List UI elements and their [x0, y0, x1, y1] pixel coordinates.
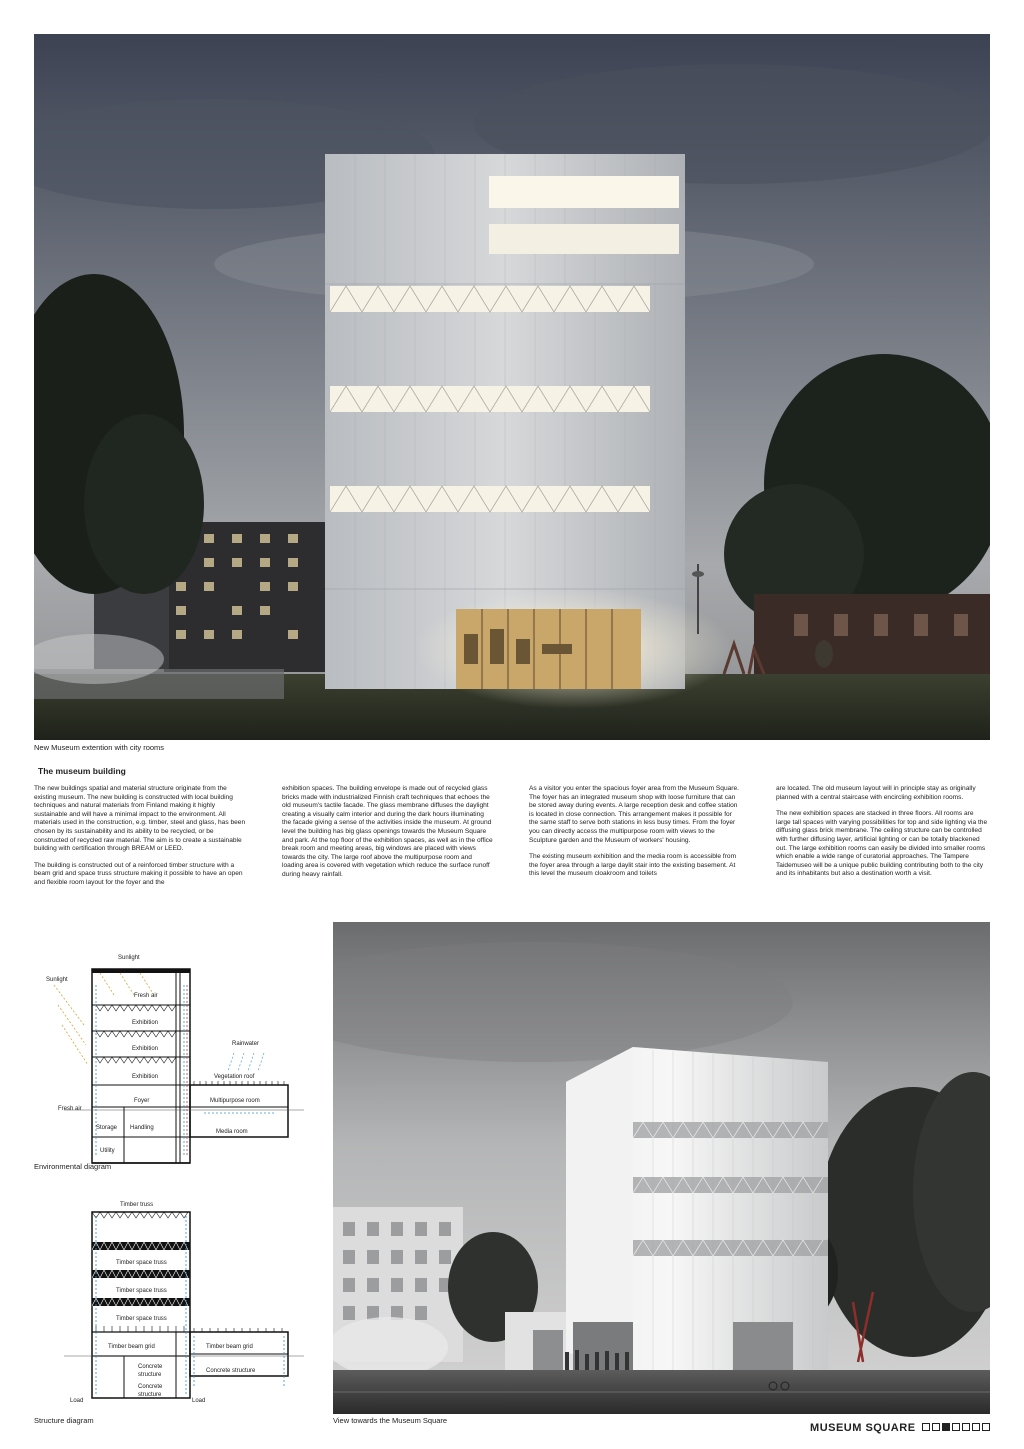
page-marker — [982, 1423, 990, 1431]
label-fresh-air-side: Fresh air — [58, 1106, 82, 1112]
page-marker — [952, 1423, 960, 1431]
structure-diagram-drawing — [34, 1196, 304, 1406]
label-space-truss-1: Timber space truss — [116, 1260, 167, 1266]
label-rainwater: Rainwater — [232, 1041, 260, 1047]
label-foyer: Foyer — [134, 1098, 150, 1104]
text-column-2 — [282, 785, 494, 888]
square-render-image — [333, 922, 990, 1414]
article-paragraph: The building is constructed out of a reinforced timber structure with a beam grid and space truss structure making it possible to have an open and flexible room layout for the foyer and the — [34, 861, 243, 886]
label-concrete-1b: structure — [138, 1372, 162, 1378]
label-load-2: Load — [192, 1398, 206, 1404]
hero-render — [34, 34, 990, 740]
article-paragraph: are located. The old museum layout will in principle stay as originally planned with a central staircase with encircling exhibition rooms. — [776, 785, 976, 801]
page-marker — [932, 1423, 940, 1431]
label-media-room: Media room — [216, 1129, 248, 1135]
label-load-1: Load — [70, 1398, 84, 1404]
label-handling: Handling — [130, 1125, 154, 1131]
article-paragraph: The new buildings spatial and material structure originate from the existing museum. The new building is constructed with local building techniques and natural materials from Finland making it highly sustainable and will have a minimal impact to the environment. All materials used in the construction, e.g. timber, steel and glass, has been chosen by its sustainability and its ability to be recycled, or be constructed of recycled raw material. The aim is to create a sustainable building with certification through BREAM or LEED. — [34, 785, 246, 853]
label-vegetation-roof: Vegetation roof — [214, 1074, 255, 1080]
label-sunlight-top: Sunlight — [118, 955, 140, 961]
hero-render-image — [34, 34, 990, 740]
label-multipurpose: Multipurpose room — [210, 1098, 260, 1104]
label-concrete-1: Concrete — [138, 1364, 163, 1370]
environmental-diagram-caption: Environmental diagram — [34, 1162, 112, 1171]
article-paragraph: The existing museum exhibition and the media room is accessible from the foyer area through a large daylit stair into the existing basement. At this level the museum cloakroom and toilets — [529, 853, 737, 878]
label-concrete-2b: structure — [138, 1392, 162, 1398]
text-column-1 — [34, 785, 246, 896]
page-marker — [962, 1423, 970, 1431]
label-utility: Utility — [100, 1148, 115, 1154]
label-beam-grid-2: Timber beam grid — [206, 1344, 253, 1350]
structure-diagram-caption: Structure diagram — [34, 1416, 94, 1425]
text-column-4 — [776, 785, 988, 887]
label-fresh-air-top: Fresh air — [134, 993, 158, 999]
page-marker — [922, 1423, 930, 1431]
label-exhibition-1: Exhibition — [132, 1020, 159, 1026]
environmental-diagram — [34, 945, 304, 1165]
square-render-caption: View towards the Museum Square — [333, 1416, 448, 1425]
footer — [810, 1418, 990, 1436]
project-title: MUSEUM SQUARE — [810, 1422, 916, 1434]
label-beam-grid-1: Timber beam grid — [108, 1344, 155, 1350]
article-paragraph: exhibition spaces. The building envelope is made out of recycled glass bricks made with industrialized Finnish craft techniques that echoes the old museum's tactile facade. The glass membrane diffuses the daylight creating a visually calm interior and during the dark hours illuminating the facade giving a sense of the activities inside the museum. At ground level the building has big glass openings towards the Museum Square and park. At the top floor of the exhibition spaces, as well as in the office break room and meeting areas, big windows are placed with views towards the city. The large roof above the multipurpose room and loading area is covered with vegetation which reduce the surface runoff during heavy rainfall. — [282, 785, 493, 878]
page-marker — [942, 1423, 950, 1431]
label-sunlight-side: Sunlight — [46, 977, 68, 983]
label-storage: Storage — [96, 1125, 118, 1131]
article-paragraph: The new exhibition spaces are stacked in three floors. All rooms are large tall spaces with varying possibilities for top and side lighting via the diffusing glass brick membrane. The ceiling structure can be controlled with further diffusing layer, artificial lighting or can be totally blackened out. The large exhibition rooms can easily be divided into smaller rooms which enable a wide range of curatorial approaches. The Tampere Taidemuseo will be a unique public building contributing both to the city and its inhabitants but also a destination worth a visit. — [776, 810, 988, 878]
label-exhibition-3: Exhibition — [132, 1074, 159, 1080]
page-marker — [972, 1423, 980, 1431]
label-concrete-2: Concrete — [138, 1384, 163, 1390]
label-concrete-3: Concrete structure — [206, 1368, 256, 1374]
label-space-truss-2: Timber space truss — [116, 1288, 167, 1294]
page-markers — [920, 1418, 990, 1435]
environmental-diagram-drawing — [34, 945, 304, 1165]
hero-caption: New Museum extention with city rooms — [34, 743, 165, 752]
square-render — [333, 922, 990, 1414]
text-column-3 — [529, 785, 741, 887]
structure-diagram — [34, 1196, 304, 1406]
label-timber-truss: Timber truss — [120, 1202, 154, 1208]
label-space-truss-3: Timber space truss — [116, 1316, 167, 1322]
label-exhibition-2: Exhibition — [132, 1046, 159, 1052]
article-paragraph: As a visitor you enter the spacious foyer area from the Museum Square. The foyer has an integrated museum shop with loose furniture that can be stored away during events. A large reception desk and coffee station is located in close connection. This arrangement makes it possible for the same staff to serve both stations in less busy times. From the foyer you can directly access the multipurpose room with views to the Sculpture garden and the Museum of workers' housing. — [529, 785, 740, 844]
article-heading: The museum building — [38, 766, 126, 776]
